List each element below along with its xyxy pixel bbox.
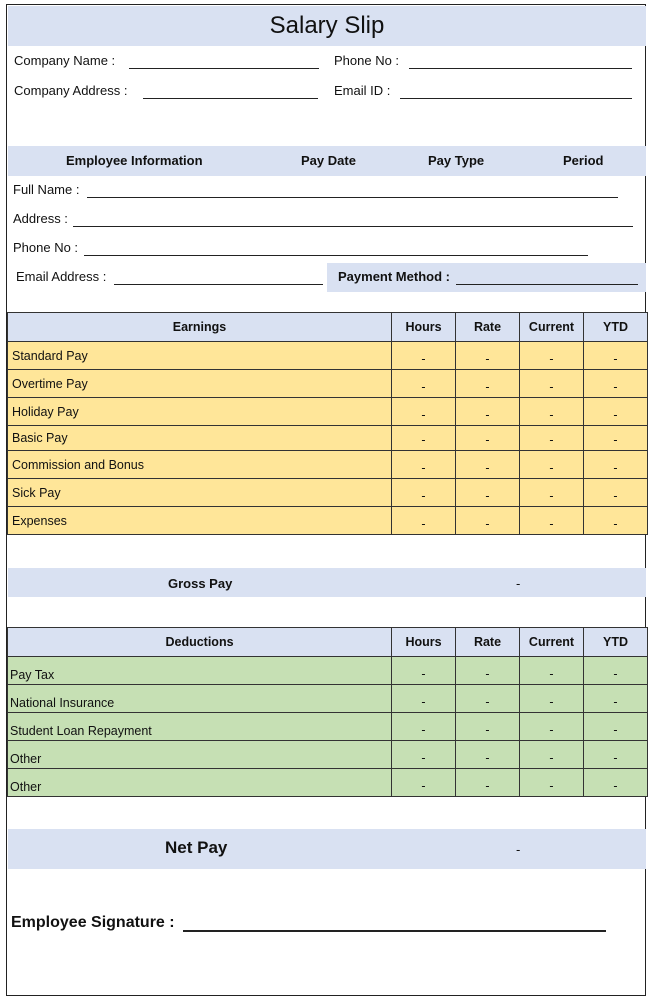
hours-cell[interactable]: - <box>392 426 456 451</box>
ytd-cell[interactable]: - <box>584 451 648 479</box>
employee-email-label: Email Address : <box>16 269 107 284</box>
company-name-field[interactable] <box>129 68 319 69</box>
period-heading: Period <box>563 153 604 168</box>
earnings-row-label: Holiday Pay <box>8 398 392 426</box>
rate-cell[interactable]: - <box>456 451 520 479</box>
ytd-cell[interactable]: - <box>584 479 648 507</box>
company-phone-label: Phone No : <box>334 53 400 68</box>
rate-cell[interactable]: - <box>456 398 520 426</box>
pay-date-heading: Pay Date <box>301 153 356 168</box>
current-cell[interactable]: - <box>520 370 584 398</box>
earnings-row-label: Basic Pay <box>8 426 392 451</box>
rate-cell[interactable]: - <box>456 426 520 451</box>
employee-phone-field[interactable] <box>84 255 588 256</box>
current-cell[interactable]: - <box>520 426 584 451</box>
employee-phone-label: Phone No : <box>13 240 79 255</box>
earnings-row-label: Commission and Bonus <box>8 451 392 479</box>
company-email-label: Email ID : <box>334 83 391 98</box>
current-cell[interactable]: - <box>520 713 584 741</box>
earnings-heading: Earnings <box>8 313 392 342</box>
current-cell[interactable]: - <box>520 769 584 797</box>
ytd-cell[interactable]: - <box>584 657 648 685</box>
employee-info-heading: Employee Information <box>66 153 203 168</box>
net-pay-label: Net Pay <box>165 838 228 857</box>
table-row <box>8 507 648 535</box>
ytd-cell[interactable]: - <box>584 741 648 769</box>
deductions-col-ytd: YTD <box>584 628 648 657</box>
gross-pay-band <box>8 568 646 597</box>
deductions-col-current: Current <box>520 628 584 657</box>
hours-cell[interactable]: - <box>392 685 456 713</box>
hours-cell[interactable]: - <box>392 657 456 685</box>
hours-cell[interactable]: - <box>392 370 456 398</box>
deductions-row-label: Other <box>8 741 392 769</box>
rate-cell[interactable]: - <box>456 769 520 797</box>
current-cell[interactable]: - <box>520 507 584 535</box>
hours-cell[interactable]: - <box>392 398 456 426</box>
table-row <box>8 713 648 741</box>
earnings-col-rate: Rate <box>456 313 520 342</box>
rate-cell[interactable]: - <box>456 657 520 685</box>
ytd-cell[interactable]: - <box>584 713 648 741</box>
employee-signature-label: Employee Signature : <box>11 914 175 931</box>
table-row <box>8 426 648 451</box>
rate-cell[interactable]: - <box>456 479 520 507</box>
table-row <box>8 398 648 426</box>
ytd-cell[interactable]: - <box>584 426 648 451</box>
gross-pay-label: Gross Pay <box>168 576 233 591</box>
employee-email-field[interactable] <box>114 284 323 285</box>
deductions-col-rate: Rate <box>456 628 520 657</box>
company-address-field[interactable] <box>143 98 318 99</box>
table-row <box>8 370 648 398</box>
current-cell[interactable]: - <box>520 479 584 507</box>
rate-cell[interactable]: - <box>456 370 520 398</box>
payment-method-label: Payment Method : <box>338 269 450 284</box>
table-row <box>8 685 648 713</box>
current-cell[interactable]: - <box>520 398 584 426</box>
gross-pay-value: - <box>516 576 521 591</box>
company-address-label: Company Address : <box>14 83 128 98</box>
deductions-row-label: Pay Tax <box>8 657 392 685</box>
earnings-header-row <box>8 313 648 342</box>
table-row <box>8 769 648 797</box>
ytd-cell[interactable]: - <box>584 769 648 797</box>
full-name-label: Full Name : <box>13 182 80 197</box>
hours-cell[interactable]: - <box>392 479 456 507</box>
ytd-cell[interactable]: - <box>584 685 648 713</box>
deductions-header-row <box>8 628 648 657</box>
payment-method-field[interactable] <box>456 284 638 285</box>
current-cell[interactable]: - <box>520 657 584 685</box>
hours-cell[interactable]: - <box>392 507 456 535</box>
pay-type-heading: Pay Type <box>428 153 485 168</box>
ytd-cell[interactable]: - <box>584 398 648 426</box>
deductions-row-label: National Insurance <box>8 685 392 713</box>
ytd-cell[interactable]: - <box>584 342 648 370</box>
earnings-row-label: Standard Pay <box>8 342 392 370</box>
deductions-row-label: Other <box>8 769 392 797</box>
company-phone-field[interactable] <box>409 68 632 69</box>
net-pay-band <box>8 829 646 869</box>
ytd-cell[interactable]: - <box>584 370 648 398</box>
table-row <box>8 342 648 370</box>
company-name-label: Company Name : <box>14 53 116 68</box>
deductions-row-label: Student Loan Repayment <box>8 713 392 741</box>
deductions-table <box>7 627 648 797</box>
full-name-field[interactable] <box>87 197 618 198</box>
current-cell[interactable]: - <box>520 741 584 769</box>
earnings-col-hours: Hours <box>392 313 456 342</box>
current-cell[interactable]: - <box>520 451 584 479</box>
hours-cell[interactable]: - <box>392 769 456 797</box>
table-row <box>8 451 648 479</box>
deductions-heading: Deductions <box>8 628 392 657</box>
current-cell[interactable]: - <box>520 342 584 370</box>
hours-cell[interactable]: - <box>392 741 456 769</box>
table-row <box>8 479 648 507</box>
ytd-cell[interactable]: - <box>584 507 648 535</box>
current-cell[interactable]: - <box>520 685 584 713</box>
rate-cell[interactable]: - <box>456 342 520 370</box>
earnings-row-label: Expenses <box>8 507 392 535</box>
rate-cell[interactable]: - <box>456 507 520 535</box>
rate-cell[interactable]: - <box>456 741 520 769</box>
rate-cell[interactable]: - <box>456 713 520 741</box>
hours-cell[interactable]: - <box>392 342 456 370</box>
earnings-row-label: Overtime Pay <box>8 370 392 398</box>
deductions-col-hours: Hours <box>392 628 456 657</box>
table-row <box>8 741 648 769</box>
earnings-col-ytd: YTD <box>584 313 648 342</box>
page-title: Salary Slip <box>269 12 385 39</box>
net-pay-value: - <box>516 842 521 857</box>
company-email-field[interactable] <box>400 98 632 99</box>
hours-cell[interactable]: - <box>392 713 456 741</box>
employee-signature-field[interactable] <box>183 930 606 932</box>
employee-address-label: Address : <box>13 211 68 226</box>
table-row <box>8 657 648 685</box>
employee-address-field[interactable] <box>73 226 633 227</box>
hours-cell[interactable]: - <box>392 451 456 479</box>
rate-cell[interactable]: - <box>456 685 520 713</box>
earnings-row-label: Sick Pay <box>8 479 392 507</box>
earnings-col-current: Current <box>520 313 584 342</box>
earnings-table <box>7 312 648 535</box>
